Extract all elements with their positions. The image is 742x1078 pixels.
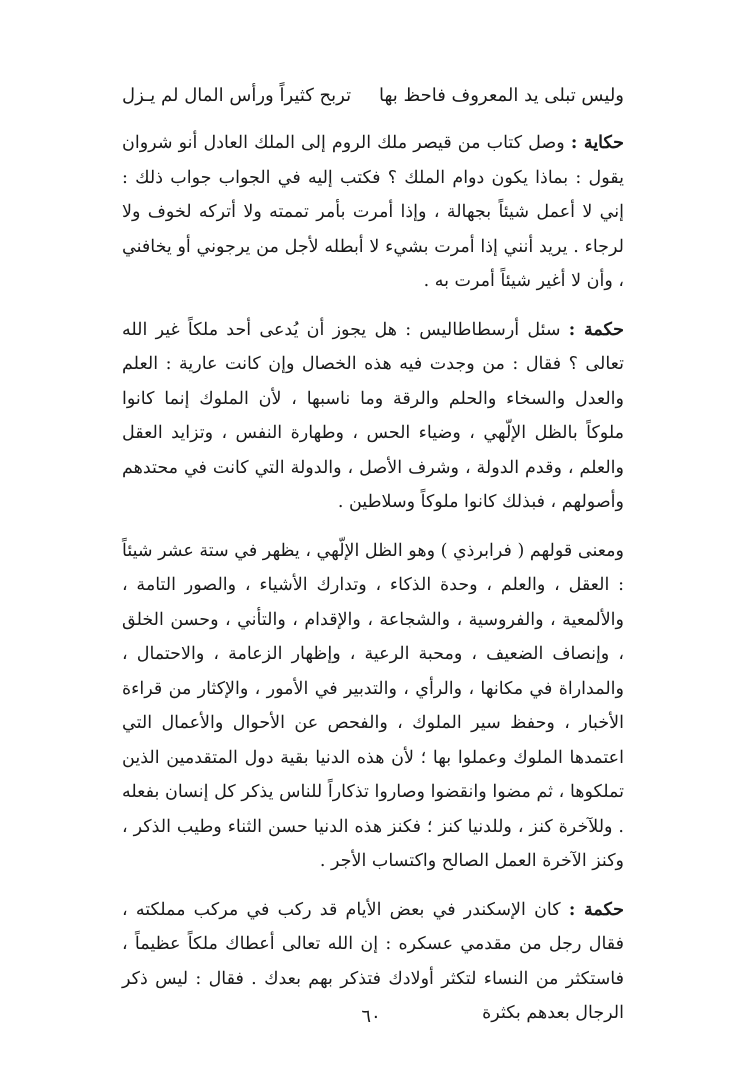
paragraph-text: سئل أرسطاطاليس : هل يجوز أن يُدعى أحد ملكاً غير الله تعالى ؟ فقال : من وجدت فيه هذه الخصال وإن كانت عارية : العلم والعدل والسخاء والحلم والرقة وما ناسبها ، لأن الملوك إنما كانوا ملوكاً بالظل الإلّهي ، وضياء الحس ، وطهارة النفس ، وتزايد العقل والعلم ، وقدم الدولة ، وشرف الأصل ، والدولة التي كانت في محتدهم وأصولهم ، فبذلك كانوا ملوكاً وسلاطين .: [122, 319, 624, 512]
page-body: [122, 78, 624, 1045]
paragraph-divine-shadow: [122, 534, 624, 879]
verse-left-hemistich: تربح كثيراً ورأس المال لم يـزل: [122, 85, 352, 106]
paragraph-story-anushirvan: [122, 126, 624, 299]
paragraph-heading: حكمة :: [568, 899, 624, 920]
verse-right-hemistich: وليس تبلى يد المعروف فاحظ بها: [379, 85, 624, 106]
paragraph-heading: حكمة :: [568, 319, 624, 340]
paragraph-text: كان الإسكندر في بعض الأيام قد ركب في مركب مملكته ، فقال رجل من مقدمي عسكره : إن الله تعالى أعطاك ملكاً عظيماً ، فاستكثر من النساء لتكثر أولادك فتذكر بهم بعدك . فقال : ليس ذكر الرجال بعدهم بكثرة: [122, 899, 624, 1023]
page-number: ٦٠: [361, 1006, 381, 1027]
paragraph-text: وصل كتاب من قيصر ملك الروم إلى الملك العادل أنو شروان يقول : بماذا يكون دوام الملك ؟ فكتب إليه في الجواب جواب ذلك : إني لا أعمل شيئاً بجهالة ، وإذا أمرت بأمر تممته ولا أتركه لخوف ولا لرجاء . يريد أنني إذا أمرت بشيء لا أبطله لأجل من يرجوني أو يخافني ، وأن لا أغير شيئاً أمرت به .: [122, 133, 624, 291]
paragraph-heading: حكاية :: [570, 133, 624, 153]
paragraph-text: ومعنى قولهم ( فرابرذي ) وهو الظل الإلّهي ، يظهر في ستة عشر شيئاً : العقل ، والعلم ، وحدة الذكاء ، وتدارك الأشياء ، والصور التامة ، والألمعية ، والفروسية ، والشجاعة ، والإقدام ، والتأني ، وحسن الخلق ، وإنصاف الضعيف ، ومحبة الرعية ، وإظهار الزعامة ، والاحتمال ، والمداراة في مكانها ، والرأي ، والتدبير في الأمور ، والإكثار من قراءة الأخبار ، وحفظ سير الملوك ، والفحص عن الأحوال والأعمال التي اعتمدها الملوك وعملوا بها ؛ لأن هذه الدنيا بقية دول المتقدمين الذين تملكوها ، ثم مضوا وانقضوا وصاروا تذكاراً للناس يذكر كل إنسان بفعله . وللآخرة كنز ، وللدنيا كنز ؛ فكنز هذه الدنيا حسن الثناء وطيب الذكر ، وكنز الآخرة العمل الصالح واكتساب الأجر .: [122, 540, 624, 871]
paragraph-wisdom-aristotle: [122, 313, 624, 520]
poem-verse: [122, 78, 624, 114]
